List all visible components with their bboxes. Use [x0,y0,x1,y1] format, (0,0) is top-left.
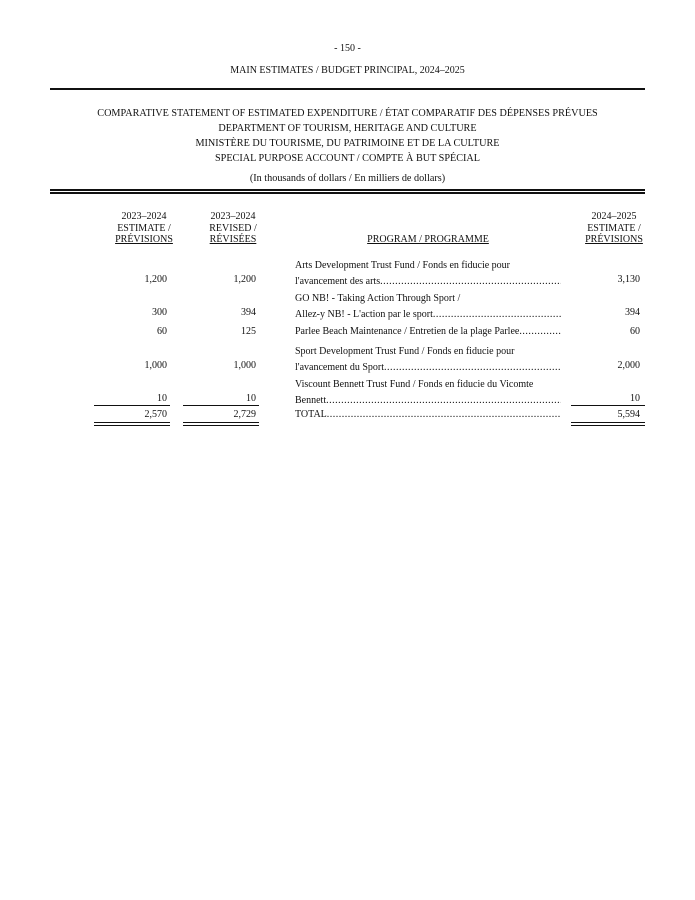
estimate-2023-value: 1,000 [144,360,167,371]
total-rule [183,425,259,426]
subtotal-rule [183,405,259,406]
col-program: PROGRAM / PROGRAMME [367,234,489,245]
program-name-line1: Arts Development Trust Fund / Fonds en fiducie pour [295,260,510,271]
total-row [295,407,561,423]
estimate-2023-value: 60 [157,326,167,337]
title-rule-bottom [50,192,645,194]
total-rule [571,425,645,426]
account-name: SPECIAL PURPOSE ACCOUNT / COMPTE À BUT SPÉCIAL [214,153,481,164]
table-row [295,258,561,290]
estimate-2024-value: 10 [630,393,640,404]
program-name-line1: Sport Development Trust Fund / Fonds en fiducie pour [295,346,515,357]
estimate-2023-value: 1,200 [144,274,167,285]
running-header: MAIN ESTIMATES / BUDGET PRINCIPAL, 2024–2025 [230,65,465,76]
col-revised-2023: 2023–2024 REVISED / RÉVISÉES [209,211,257,245]
estimate-2024-value: 2,000 [617,360,640,371]
revised-2023-value: 1,000 [233,360,256,371]
page-number: - 150 - [334,43,361,54]
table-row [295,377,561,409]
revised-2023-value: 394 [241,307,256,318]
col-estimate-2024: 2024–2025 ESTIMATE / PRÉVISIONS [585,211,643,245]
col-estimate-2023: 2023–2024 ESTIMATE / PRÉVISIONS [115,211,173,245]
statement-title: COMPARATIVE STATEMENT OF ESTIMATED EXPENDITURE / ÉTAT COMPARATIF DES DÉPENSES PRÉVUES [97,108,598,119]
estimate-2024-value: 394 [625,307,640,318]
program-name-line2: Bennett [295,395,327,406]
table-row [295,324,561,340]
estimate-2024-value: 60 [630,326,640,337]
title-rule-top [50,189,645,191]
program-name-line1: GO NB! - Taking Action Through Sport / [295,293,461,304]
estimate-2023-value: 10 [157,393,167,404]
header-rule [50,88,645,90]
revised-2023-value: 1,200 [233,274,256,285]
estimate-2023-value: 300 [152,307,167,318]
subtotal-rule [571,405,645,406]
total-revised-2023: 2,729 [233,409,256,420]
revised-2023-value: 125 [241,326,256,337]
total-estimate-2023: 2,570 [144,409,167,420]
program-name-line2: l'avancement des arts [295,276,381,287]
subtotal-rule [94,405,170,406]
total-rule [94,422,170,423]
total-rule [94,425,170,426]
revised-2023-value: 10 [246,393,256,404]
total-label: TOTAL [295,409,327,420]
department-en: DEPARTMENT OF TOURISM, HERITAGE AND CULTURE [218,123,477,134]
table-row [295,291,561,323]
department-fr: MINISTÈRE DU TOURISME, DU PATRIMOINE ET DE LA CULTURE [195,138,500,149]
total-rule [183,422,259,423]
estimate-2024-value: 3,130 [617,274,640,285]
table-row [295,344,561,376]
program-name-line2: Allez-y NB! - L'action par le sport [295,309,433,320]
units-note: (In thousands of dollars / En milliers de dollars) [249,173,446,184]
total-rule [571,422,645,423]
program-name-line2: Parlee Beach Maintenance / Entretien de la plage Parlee [295,326,520,337]
program-name-line2: l'avancement du Sport [295,362,384,373]
program-name-line1: Viscount Bennett Trust Fund / Fonds en fiducie du Vicomte [295,379,534,390]
total-estimate-2024: 5,594 [617,409,640,420]
